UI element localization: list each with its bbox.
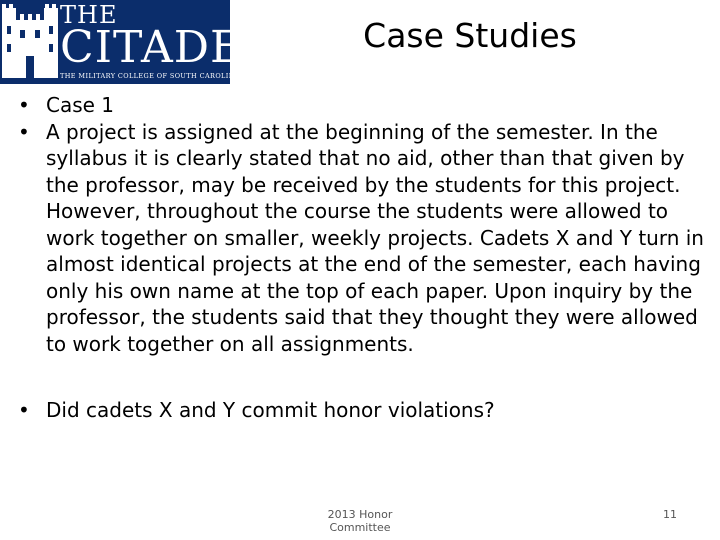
slide-title: Case Studies [363,16,577,55]
citadel-logo [0,0,274,84]
bullet-case-1 [18,92,708,119]
page-number: 11 [663,508,677,521]
bullet-question [18,397,708,424]
bullet-dot: • [18,119,30,144]
bullet-text: Did cadets X and Y commit honor violations? [46,398,495,422]
logo-wordmark [60,1,274,73]
logo-the: THE [60,1,118,29]
bullet-text: A project is assigned at the beginning of the semester. In the syllabus it is clearly stated that no aid, other than that given by the professor, may be received by the students for this project. However, throughout the course the students were allowed to work together on smaller, weekly projects. Cadets X and Y turn in almost identical projects at the end of the semester, each having only his own name at the top of each paper. Upon inquiry by the professor, the students said that they thought they were allowed to work together on all assignments. [46,119,704,356]
bullet-case-description [18,119,708,358]
bullet-dot: • [18,93,30,117]
slide-body [18,92,708,424]
logo-name: CITADEL [60,22,274,73]
bullet-dot: • [18,398,30,422]
bullet-text: Case 1 [46,93,115,117]
logo-tagline: THE MILITARY COLLEGE OF SOUTH CAROLINA [60,72,240,80]
footer-text: 2013 Honor Committee [327,508,393,534]
